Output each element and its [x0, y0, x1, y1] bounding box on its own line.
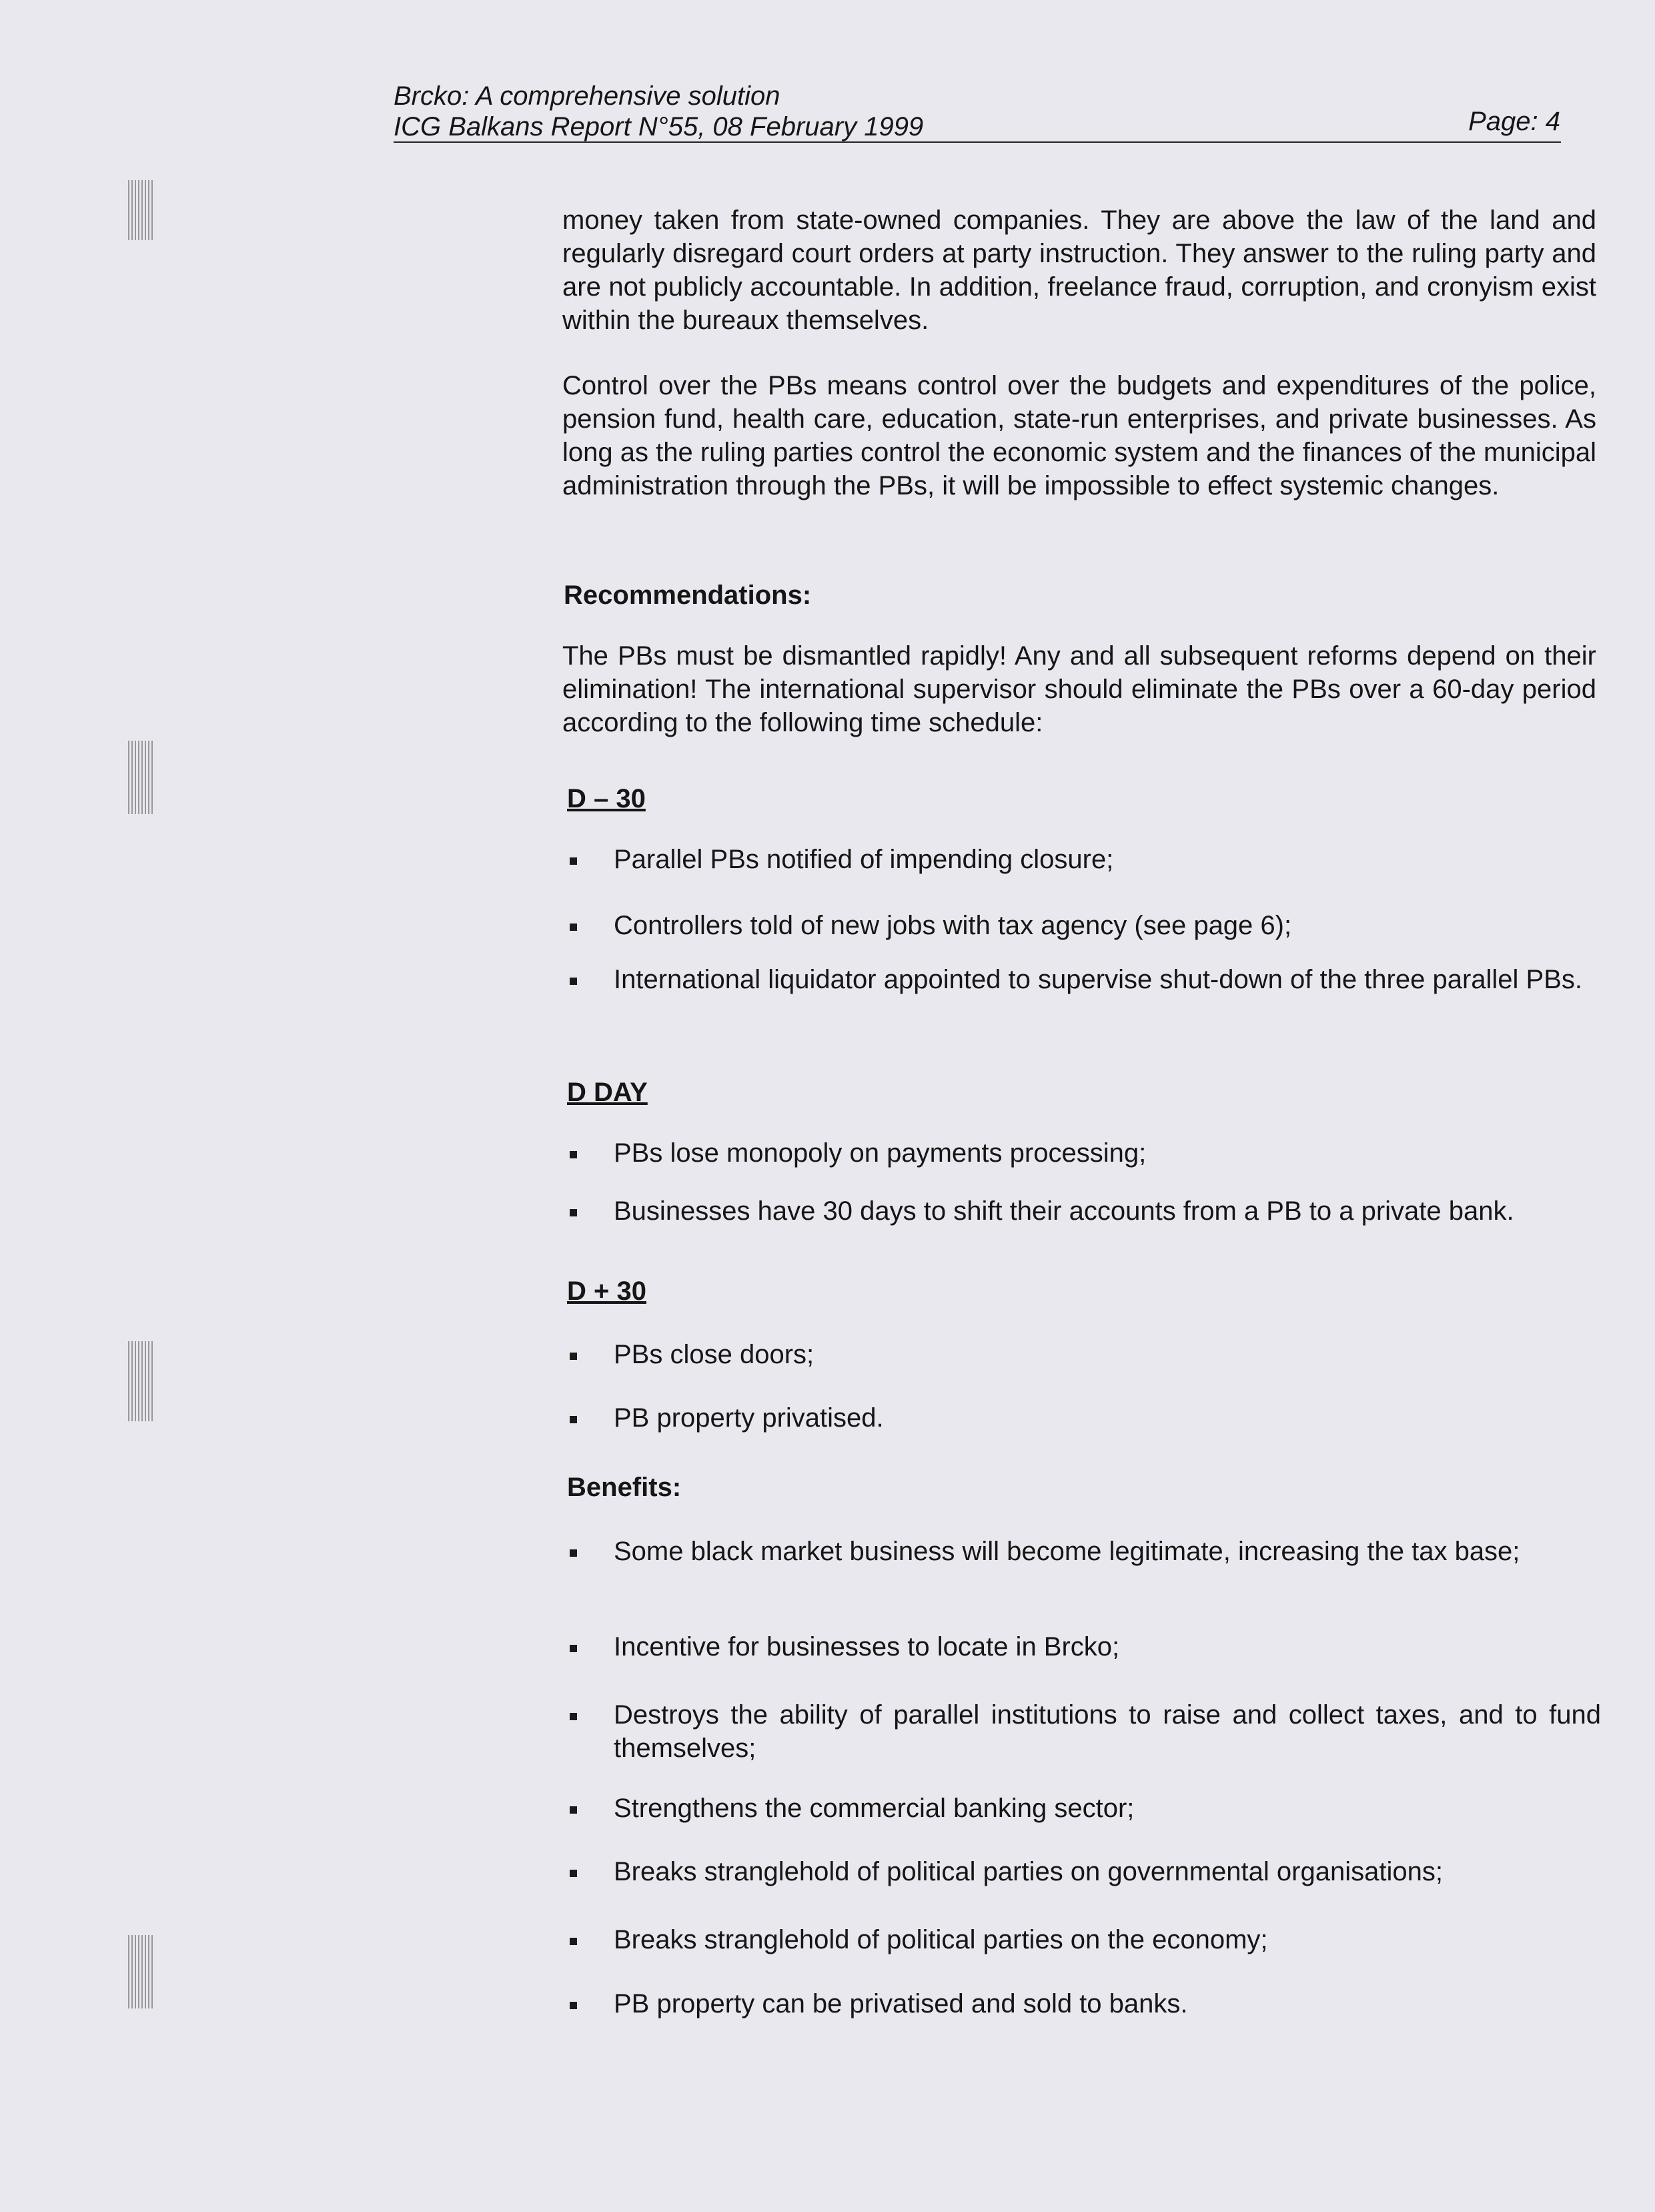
list-item: International liquidator appointed to supervise shut-down of the three parallel PBs.: [567, 963, 1601, 996]
recommendations-intro: The PBs must be dismantled rapidly! Any and all subsequent reforms depend on their elimination! The international supervisor should eliminate the PBs over a 60-day period according to the following time schedule:: [562, 641, 1596, 737]
list-item: Businesses have 30 days to shift their accounts from a PB to a private bank.: [567, 1194, 1601, 1228]
bullet-icon: [570, 1209, 577, 1216]
body-paragraph: money taken from state-owned companies. They are above the law of the land and regularly disregard court orders at party instruction. They answer to the ruling party and are not publicly accountable. In addition, freelance fraud, corruption, and cronyism exist within the bureaux themselves.: [562, 206, 1596, 335]
bullet-icon: [570, 1353, 577, 1360]
list-item: Some black market business will become legitimate, increasing the tax base;: [567, 1535, 1601, 1568]
scan-edge-artifact: [128, 741, 155, 814]
list-item: PB property privatised.: [567, 1401, 1601, 1435]
phase-heading-d-minus-30: D – 30: [567, 784, 646, 813]
bullet-icon: [570, 978, 577, 985]
bullet-icon: [570, 857, 577, 865]
bullet-icon: [570, 1416, 577, 1423]
body-paragraph: Control over the PBs means control over the budgets and expenditures of the police, pension fund, health care, education, state-run enterprises, and private businesses. As long as the ruling parties control the economic system and the finances of the municipal administration through the PBs, it will be impossible to effect systemic changes.: [562, 371, 1596, 500]
header-rule: [394, 141, 1561, 143]
header-document-title: Brcko: A comprehensive solution: [394, 81, 780, 111]
list-item: Strengthens the commercial banking sector;: [567, 1792, 1601, 1825]
list-item: PBs close doors;: [567, 1338, 1601, 1371]
bullet-icon: [570, 1938, 577, 1945]
phase-heading-d-plus-30: D + 30: [567, 1276, 646, 1306]
bullet-icon: [570, 1151, 577, 1158]
list-item: Breaks stranglehold of political parties on the economy;: [567, 1923, 1601, 1956]
list-item: Parallel PBs notified of impending closure;: [567, 843, 1601, 876]
header-page-number: Page: 4: [1468, 107, 1560, 136]
recommendations-heading: Recommendations:: [564, 581, 812, 610]
bullet-icon: [570, 924, 577, 931]
bullet-icon: [570, 1713, 577, 1720]
list-item: Controllers told of new jobs with tax agency (see page 6);: [567, 909, 1601, 942]
list-item: Breaks stranglehold of political parties on governmental organisations;: [567, 1855, 1601, 1888]
list-item: PBs lose monopoly on payments processing;: [567, 1136, 1601, 1170]
scan-edge-artifact: [128, 1935, 155, 2008]
bullet-icon: [570, 1645, 577, 1652]
list-item: PB property can be privatised and sold to banks.: [567, 1987, 1601, 2020]
scan-edge-artifact: [128, 1341, 155, 1421]
bullet-icon: [570, 1870, 577, 1877]
phase-heading-d-day: D DAY: [567, 1078, 648, 1107]
benefits-heading: Benefits:: [567, 1473, 682, 1502]
bullet-icon: [570, 1549, 577, 1557]
bullet-icon: [570, 2002, 577, 2009]
bullet-icon: [570, 1806, 577, 1814]
list-item: Destroys the ability of parallel institutions to raise and collect taxes, and to fund themselves;: [567, 1698, 1601, 1765]
scan-edge-artifact: [128, 180, 155, 240]
list-item: Incentive for businesses to locate in Brcko;: [567, 1630, 1601, 1664]
header-report-reference: ICG Balkans Report N°55, 08 February 1999: [394, 112, 924, 141]
